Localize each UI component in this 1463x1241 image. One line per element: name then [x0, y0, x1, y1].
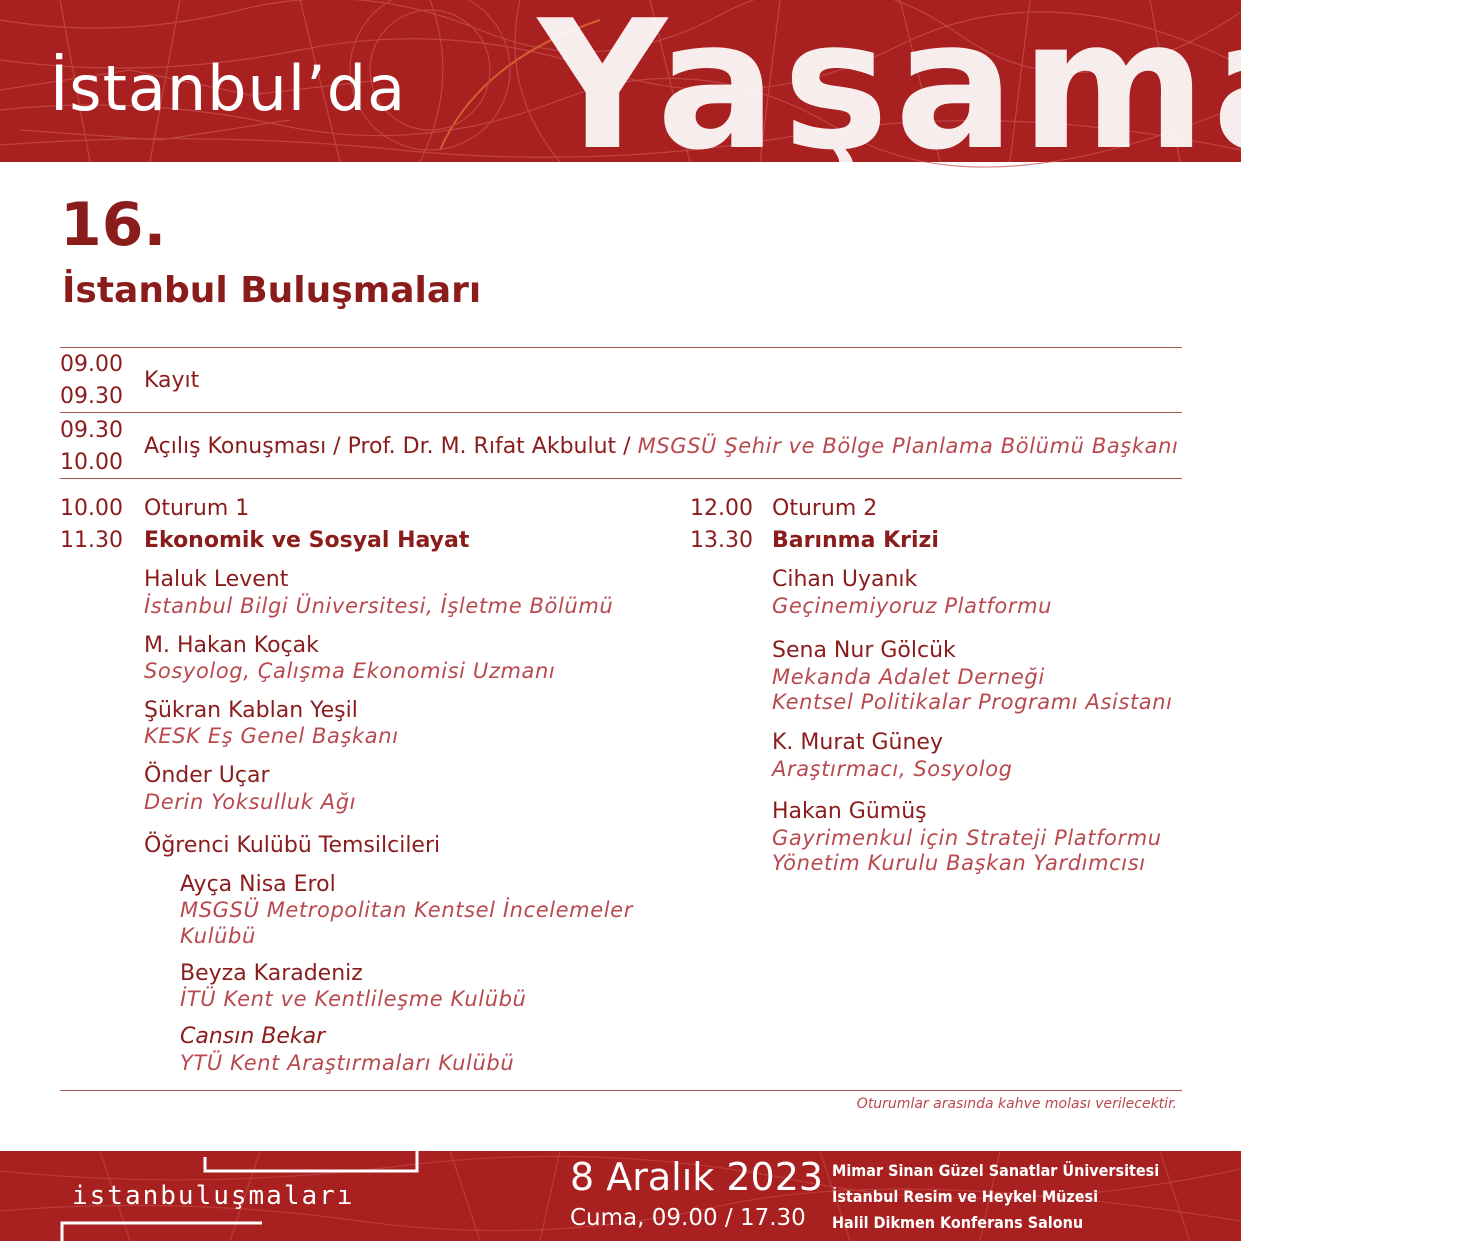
opening-start: 09.30 — [60, 418, 123, 443]
venue-line: Mimar Sinan Güzel Sanatlar Üniversitesi — [832, 1161, 1160, 1180]
divider — [60, 1090, 1182, 1091]
speaker-name: Sena Nur Gölcük — [772, 638, 956, 663]
speaker-name: M. Hakan Koçak — [144, 633, 319, 658]
session1-start: 10.00 — [60, 496, 123, 521]
speaker-role: KESK Eş Genel Başkanı — [144, 724, 399, 748]
club-speaker-role: YTÜ Kent Araştırmaları Kulübü — [180, 1051, 515, 1075]
session1-end: 11.30 — [60, 528, 123, 553]
club-speaker-role: Kulübü — [180, 924, 256, 948]
club-speaker-name: Beyza Karadeniz — [180, 961, 363, 986]
speaker-role: Gayrimenkul için Strateji Platformu — [772, 826, 1162, 850]
speaker-name: Şükran Kablan Yeşil — [144, 698, 358, 723]
speaker-role: Geçinemiyoruz Platformu — [772, 594, 1053, 618]
header-title-small: İstanbul’da — [50, 52, 407, 125]
speaker-role: Araştırmacı, Sosyolog — [772, 757, 1013, 781]
club-speaker-name: Cansın Bekar — [180, 1024, 326, 1049]
header-banner — [0, 0, 1463, 189]
speaker-role: İstanbul Bilgi Üniversitesi, İşletme Bölümü — [144, 594, 614, 618]
session1-title: Ekonomik ve Sosyal Hayat — [144, 528, 470, 553]
speaker-role: Derin Yoksulluk Ağı — [144, 790, 357, 814]
club-heading: Öğrenci Kulübü Temsilcileri — [144, 833, 441, 858]
divider — [60, 412, 1182, 413]
speaker-role: Yönetim Kurulu Başkan Yardımcısı — [772, 851, 1146, 875]
registration-start: 09.00 — [60, 352, 123, 377]
event-day-time: Cuma, 09.00 / 17.30 — [570, 1205, 806, 1231]
opening-end: 10.00 — [60, 450, 123, 475]
registration-label: Kayıt — [144, 368, 200, 393]
speaker-role: Mekanda Adalet Derneği — [772, 665, 1045, 689]
club-speaker-role: İTÜ Kent ve Kentlileşme Kulübü — [180, 987, 527, 1011]
venue-line: Halil Dikmen Konferans Salonu — [832, 1213, 1084, 1232]
registration-end: 09.30 — [60, 384, 123, 409]
session2-label: Oturum 2 — [772, 496, 878, 521]
club-speaker-name: Ayça Nisa Erol — [180, 872, 336, 897]
session2-start: 12.00 — [690, 496, 753, 521]
opening-role: MSGSÜ Şehir ve Bölge Planlama Bölümü Başkanı — [637, 434, 1179, 458]
event-date: 8 Aralık 2023 — [570, 1155, 824, 1199]
coffee-break-note: Oturumlar arasında kahve molası verilecektir. — [856, 1096, 1177, 1112]
opening-label: Açılış Konuşması / — [144, 434, 341, 459]
club-speaker-role: MSGSÜ Metropolitan Kentsel İncelemeler — [180, 898, 633, 922]
edition-number: 16. — [60, 190, 167, 260]
footer-logo: istanbuluşmaları — [72, 1181, 355, 1211]
speaker-name: K. Murat Güney — [772, 730, 943, 755]
divider — [60, 347, 1182, 348]
event-title: İstanbul Buluşmaları — [62, 270, 482, 311]
venue-line: İstanbul Resim ve Heykel Müzesi — [832, 1187, 1099, 1206]
session2-end: 13.30 — [690, 528, 753, 553]
divider — [60, 478, 1182, 479]
footer-banner — [0, 1151, 1241, 1241]
speaker-name: Haluk Levent — [144, 567, 289, 592]
header-title-big: Yaşamak — [538, 0, 1463, 189]
speaker-role: Kentsel Politikalar Programı Asistanı — [772, 690, 1173, 714]
opening-line — [144, 434, 1178, 459]
speaker-name: Cihan Uyanık — [772, 567, 918, 592]
session1-label: Oturum 1 — [144, 496, 250, 521]
session2-title: Barınma Krizi — [772, 528, 939, 553]
speaker-role: Sosyolog, Çalışma Ekonomisi Uzmanı — [144, 659, 556, 683]
opening-speaker: Prof. Dr. M. Rıfat Akbulut / — [347, 434, 631, 459]
speaker-name: Hakan Gümüş — [772, 799, 927, 824]
speaker-name: Önder Uçar — [144, 763, 270, 788]
